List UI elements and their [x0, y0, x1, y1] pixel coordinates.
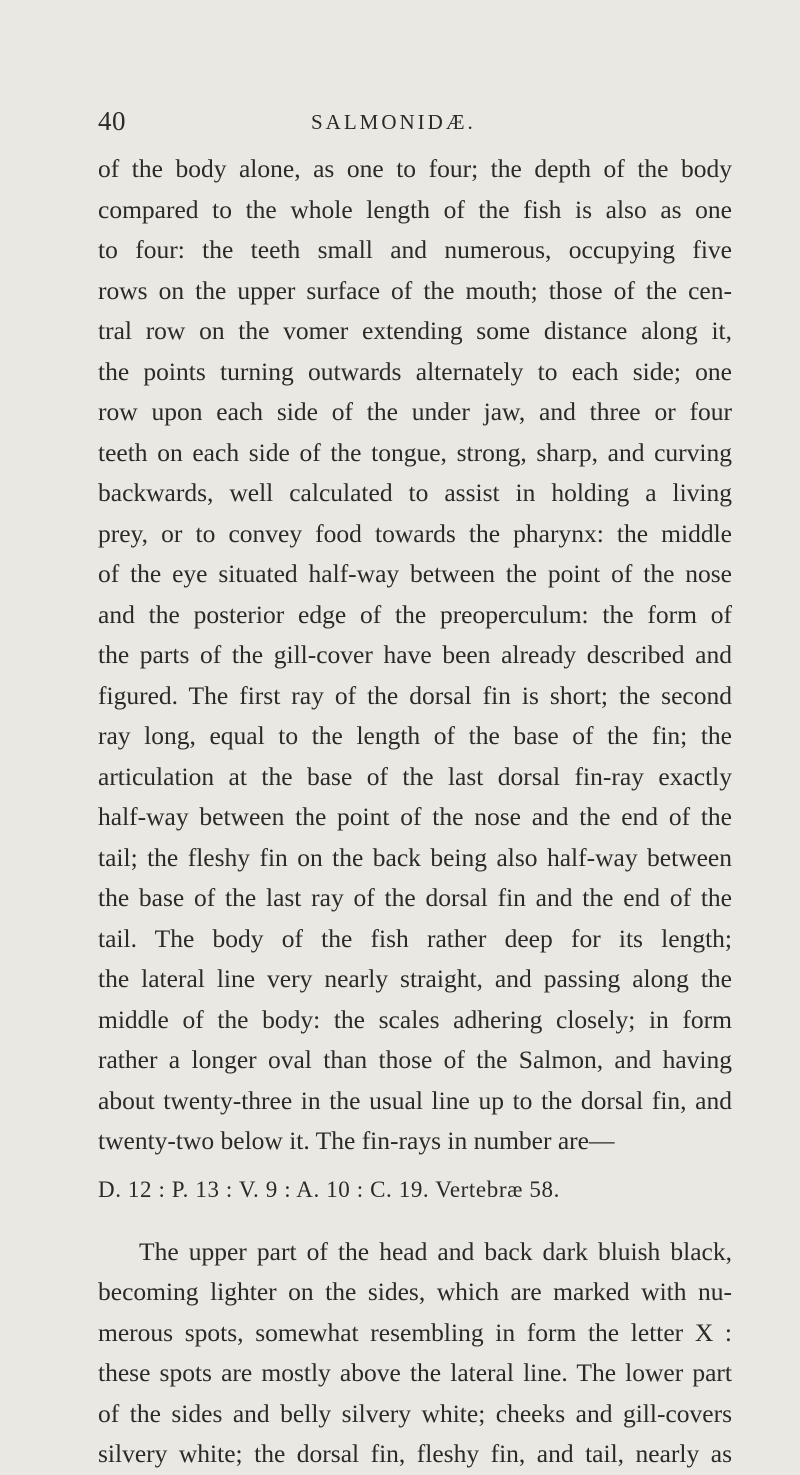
page-number: 40: [98, 106, 126, 136]
text-line: the points turning outwards alternately to each side; one: [98, 356, 732, 386]
text-line: compared to the whole length of the fish is also as one: [98, 194, 732, 224]
text-line: row upon each side of the under jaw, and three or four: [98, 397, 732, 426]
text-line: about twenty-three in the usual line up to the dorsal fin, and: [98, 1085, 732, 1115]
text-line: the base of the last ray of the dorsal fin and the end of the: [98, 883, 732, 912]
text-line: of the body alone, as one to four; the depth of the body: [98, 154, 732, 183]
text-line: middle of the body: the scales adhering closely; in form: [98, 1004, 732, 1034]
text-line: of the sides and belly silvery white; cheeks and gill-covers: [98, 1398, 732, 1428]
text-line: the parts of the gill-cover have been already described and: [98, 640, 732, 669]
text-line: tral row on the vomer extending some distance along it,: [98, 316, 732, 345]
running-head: [98, 106, 732, 146]
text-line: The upper part of the head and back dark bluish black,: [139, 1236, 732, 1266]
paragraph-description: [98, 149, 732, 1162]
text-line: and the posterior edge of the preoperculum: the form of: [98, 599, 732, 629]
text-line: teeth on each side of the tongue, strong, sharp, and curving: [98, 437, 732, 467]
text-line: of the eye situated half-way between the point of the nose: [98, 559, 732, 588]
text-line: backwards, well calculated to assist in holding a living: [98, 478, 732, 507]
text-line: rather a longer oval than those of the Salmon, and having: [98, 1045, 732, 1074]
text-line: rows on the upper surface of the mouth; those of the cen-: [98, 275, 732, 305]
text-line: ray long, equal to the length of the base of the fin; the: [98, 721, 732, 750]
text-line: half-way between the point of the nose and the end of the: [98, 802, 732, 831]
text-line: to four: the teeth small and numerous, occupying five: [98, 235, 732, 264]
paragraph-coloration: [98, 1232, 732, 1475]
text-line: the lateral line very nearly straight, and passing along the: [98, 964, 732, 993]
text-line: twenty-two below it. The fin-rays in number are—: [98, 1126, 615, 1155]
text-line: these spots are mostly above the lateral line. The lower part: [98, 1358, 732, 1387]
text-line: prey, or to convey food towards the pharynx: the middle: [98, 518, 732, 548]
text-line: silvery white; the dorsal fin, fleshy fin, and tail, nearly as: [98, 1439, 732, 1468]
text-line: merous spots, somewhat resembling in form the letter X :: [98, 1317, 732, 1347]
body-text: [98, 149, 732, 1475]
running-title: SALMONIDÆ.: [311, 110, 476, 134]
text-line: becoming lighter on the sides, which are marked with nu-: [98, 1277, 732, 1306]
text-line: tail. The body of the fish rather deep for its length;: [98, 923, 732, 953]
text-line: tail; the fleshy fin on the back being also half-way between: [98, 842, 732, 872]
fin-ray-formula: D. 12 : P. 13 : V. 9 : A. 10 : C. 19. Vertebræ 58.: [98, 1176, 560, 1202]
text-line: articulation at the base of the last dorsal fin-ray exactly: [98, 761, 732, 791]
text-line: figured. The first ray of the dorsal fin is short; the second: [98, 680, 732, 710]
